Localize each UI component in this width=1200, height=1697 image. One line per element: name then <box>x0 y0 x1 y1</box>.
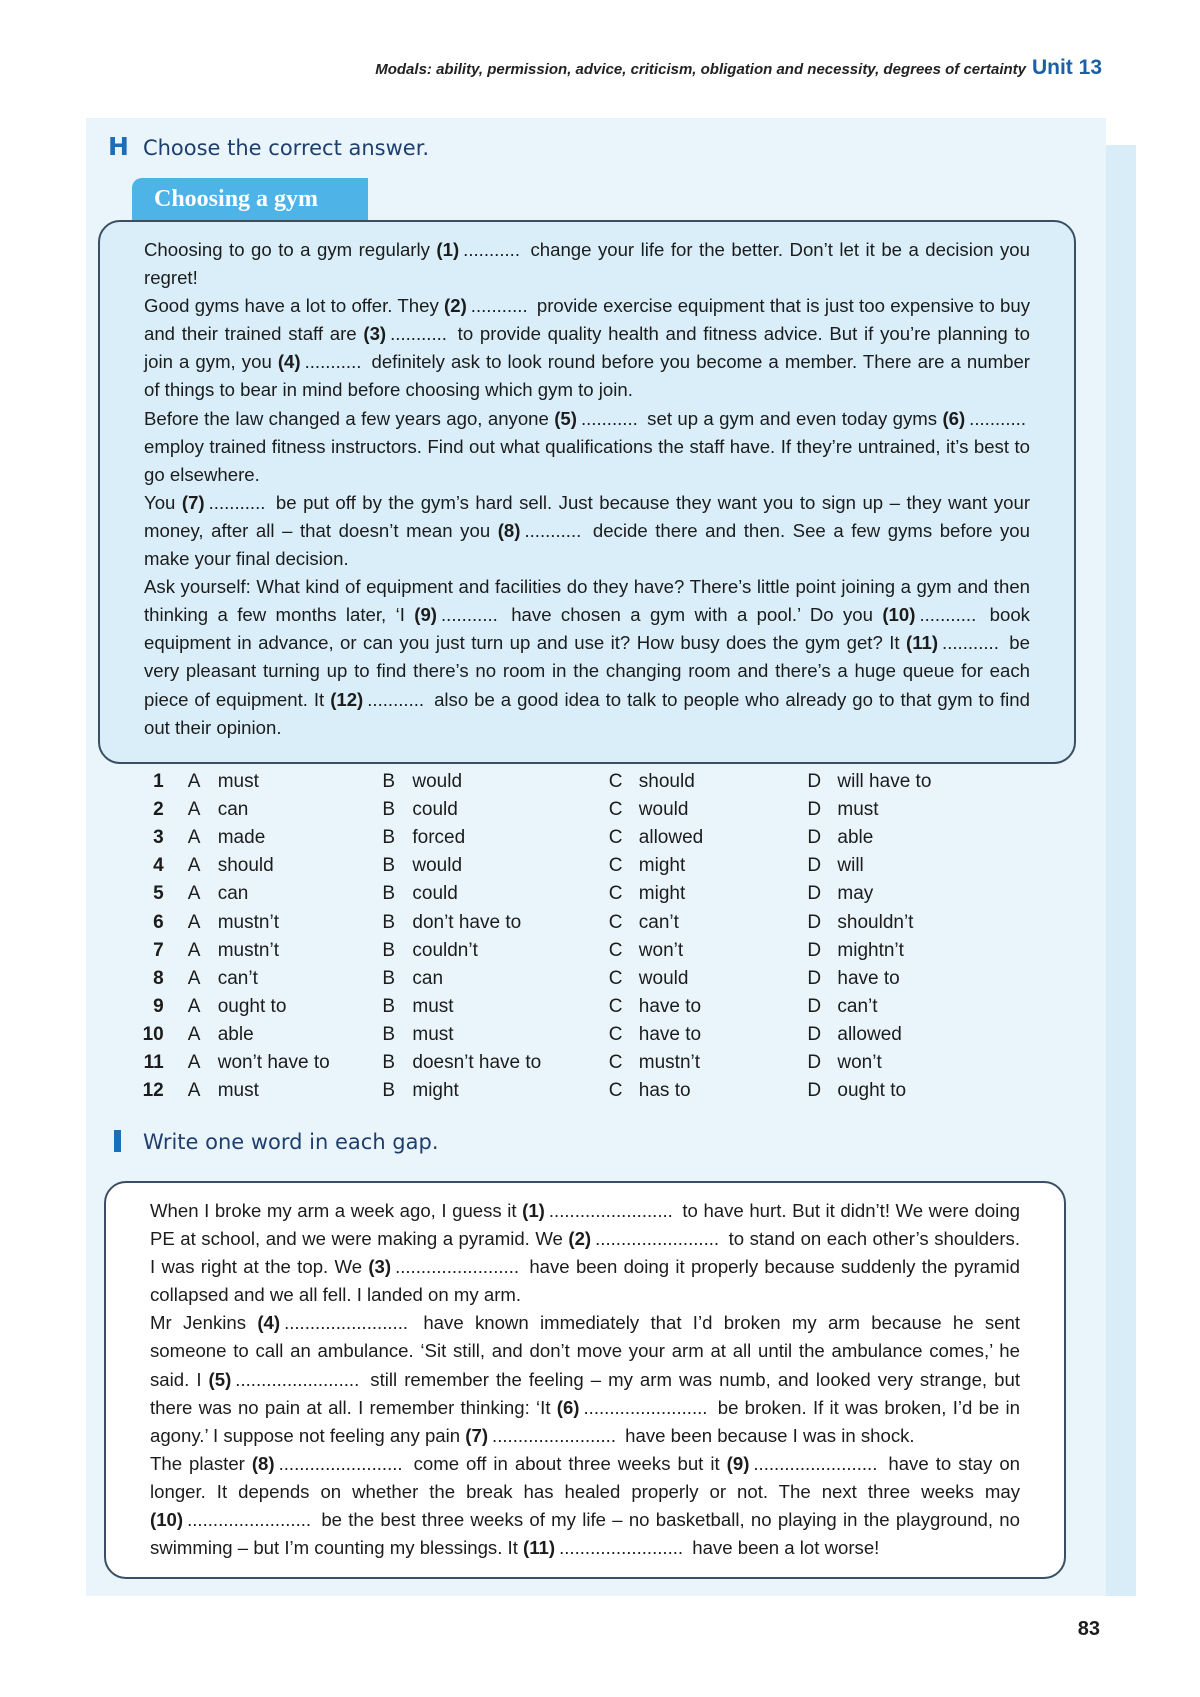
option-d[interactable] <box>807 968 1006 990</box>
option-b[interactable] <box>382 1024 608 1046</box>
option-number: 4 <box>153 855 164 877</box>
option-d[interactable] <box>807 771 1006 793</box>
text-run: still remember the feeling – my arm was numb, and looked very strange, but there was no pain at all. I remember thinking: ‘It <box>150 1368 1020 1418</box>
option-word: able <box>837 827 874 849</box>
option-number: 11 <box>143 1051 164 1073</box>
option-b[interactable] <box>382 771 608 793</box>
option-d[interactable] <box>807 883 1006 905</box>
gap-blank: ........... <box>441 604 498 626</box>
text-run: have been because I was in shock. <box>620 1424 915 1446</box>
option-letter: B <box>382 855 396 877</box>
gap-number: (6) <box>942 407 966 429</box>
option-b[interactable] <box>382 968 608 990</box>
text-run: Ask yourself: What kind of equipment and facilities do they have? There’s little point joining a gym and then thinking a few months later, ‘I <box>144 576 1030 626</box>
gap-blank: ........... <box>367 688 425 710</box>
header-topic: Modals: ability, permission, advice, criticism, obligation and necessity, degrees of certainty <box>375 61 1026 78</box>
option-letter: A <box>187 855 201 877</box>
paragraph <box>144 405 1030 489</box>
option-d[interactable] <box>807 799 1006 821</box>
text-run: book equipment in advance, or can you just turn up and use it? How busy does the gym get? It <box>144 604 1030 654</box>
gap-number: (3) <box>368 1256 392 1278</box>
option-word: could <box>412 799 458 821</box>
option-letter: D <box>807 771 822 793</box>
option-letter: A <box>187 911 201 933</box>
section-i-instruction: Write one word in each gap. <box>143 1130 439 1154</box>
option-a[interactable] <box>188 996 383 1018</box>
option-c[interactable] <box>609 968 808 990</box>
option-row <box>126 965 1006 993</box>
gap-blank: ........................ <box>753 1452 878 1474</box>
section-h-instruction: Choose the correct answer. <box>142 136 430 160</box>
gap-number: (11) <box>523 1537 556 1559</box>
option-letter: B <box>382 799 396 821</box>
option-d[interactable] <box>807 1080 1006 1102</box>
option-a[interactable] <box>188 1052 383 1074</box>
option-letter: D <box>807 1080 822 1102</box>
gap-number: (9) <box>414 604 437 626</box>
option-word: doesn’t have to <box>412 1051 542 1073</box>
option-row <box>126 796 1006 824</box>
text-run: have to stay on longer. It depends on whether the break has healed properly or not. The next three weeks may <box>150 1452 1020 1502</box>
option-c[interactable] <box>609 799 808 821</box>
gap-number: (2) <box>568 1228 592 1250</box>
option-word: couldn’t <box>412 939 478 961</box>
option-number: 9 <box>153 995 164 1017</box>
passage-tab-title: Choosing a gym <box>132 178 368 220</box>
option-word: have to <box>638 1023 702 1045</box>
text-run: to provide quality health and fitness advice. But if you’re planning to join a gym, you <box>144 323 1030 373</box>
option-word: shouldn’t <box>837 911 914 933</box>
option-word: might <box>638 855 686 877</box>
option-letter: C <box>608 1023 623 1045</box>
option-d[interactable] <box>807 996 1006 1018</box>
paragraph <box>144 236 1030 292</box>
option-c[interactable] <box>609 855 808 877</box>
option-word: don’t have to <box>412 911 522 933</box>
option-word: can <box>217 883 249 905</box>
option-word: made <box>217 827 266 849</box>
option-b[interactable] <box>382 855 608 877</box>
option-word: mustn’t <box>638 1051 701 1073</box>
option-b[interactable] <box>382 1080 608 1102</box>
option-c[interactable] <box>609 1052 808 1074</box>
text-run: have chosen a gym with a pool.’ Do you <box>501 604 883 626</box>
option-letter: B <box>382 883 396 905</box>
option-letter: B <box>382 827 396 849</box>
option-word: should <box>217 855 274 877</box>
option-letter: C <box>608 827 623 849</box>
option-word: allowed <box>837 1023 902 1045</box>
option-number: 10 <box>142 1023 164 1045</box>
option-letter: B <box>382 1051 396 1073</box>
option-letter: A <box>187 1023 201 1045</box>
passage-i-text <box>150 1197 1020 1562</box>
option-word: won’t have to <box>217 1051 330 1073</box>
option-word: must <box>412 995 454 1017</box>
option-d[interactable] <box>807 912 1006 934</box>
text-run: have known immediately that I’d broken my arm because he sent someone to call an ambulance. ‘Sit still, and don’t move your arm at all until the ambulance comes,’ he said. I <box>150 1312 1021 1390</box>
option-b[interactable] <box>382 883 608 905</box>
option-letter: B <box>382 1080 396 1102</box>
option-word: will <box>837 855 864 877</box>
paragraph <box>144 573 1030 742</box>
option-number: 7 <box>153 939 164 961</box>
gap-blank: ........... <box>304 351 362 373</box>
option-d[interactable] <box>807 855 1006 877</box>
gap-number: (4) <box>277 351 301 373</box>
gap-number: (2) <box>444 295 467 317</box>
option-word: should <box>638 771 695 793</box>
option-word: may <box>837 883 874 905</box>
option-letter: B <box>382 1023 396 1045</box>
text-run: definitely ask to look round before you become a member. There are a number of things to bear in mind before choosing which gym to join. <box>144 351 1030 401</box>
option-word: able <box>217 1023 254 1045</box>
option-word: ought to <box>837 1080 907 1102</box>
gap-number: (8) <box>497 519 521 541</box>
option-letter: C <box>608 1051 623 1073</box>
option-letter: D <box>807 939 822 961</box>
option-number: 12 <box>142 1080 164 1102</box>
option-letter: A <box>187 1080 201 1102</box>
option-word: can <box>217 799 249 821</box>
gap-blank: ........... <box>969 407 1026 429</box>
gap-blank: ........................ <box>583 1396 708 1418</box>
option-word: must <box>837 799 879 821</box>
gap-blank: ........... <box>463 239 520 260</box>
option-number: 6 <box>153 911 164 933</box>
option-word: have to <box>638 995 702 1017</box>
option-a[interactable] <box>188 1080 383 1102</box>
option-letter: D <box>807 911 822 933</box>
option-number: 3 <box>153 827 164 849</box>
option-letter: B <box>382 939 396 961</box>
paragraph <box>144 292 1030 404</box>
option-letter: D <box>807 855 822 877</box>
option-letter: A <box>187 967 201 989</box>
option-word: mustn’t <box>217 939 279 961</box>
passage-h-text <box>144 236 1030 742</box>
option-number: 1 <box>153 771 164 793</box>
text-run: to stand on each other’s shoulders. I was right at the top. We <box>150 1228 1020 1278</box>
text-run: employ trained fitness instructors. Find out what qualifications the staff have. If they’re untrained, it’s best to go elsewhere. <box>144 435 1030 485</box>
text-run: You <box>144 491 182 513</box>
option-letter: A <box>187 771 201 793</box>
gap-number: (3) <box>363 323 387 345</box>
text-run: be very pleasant turning up to find there’s no room in the changing room and there’s a huge queue for each piece of equipment. It <box>144 632 1030 710</box>
text-run: be broken. If it was broken, I’d be in agony.’ I suppose not feeling any pain <box>150 1396 1020 1446</box>
option-word: could <box>412 883 458 905</box>
option-a[interactable] <box>188 883 383 905</box>
option-a[interactable] <box>188 940 383 962</box>
option-letter: D <box>807 1023 822 1045</box>
option-letter: B <box>382 911 396 933</box>
option-c[interactable] <box>609 827 808 849</box>
option-letter: A <box>187 827 201 849</box>
gap-number: (10) <box>882 604 916 626</box>
gap-blank: ........................ <box>595 1228 720 1250</box>
option-word: can’t <box>638 911 679 933</box>
option-word: can’t <box>837 995 878 1017</box>
text-run: Before the law changed a few years ago, anyone <box>144 407 555 429</box>
text-run: also be a good idea to talk to people who already go to that gym to find out their opinion. <box>144 688 1030 738</box>
option-row <box>126 993 1006 1021</box>
option-word: would <box>638 967 689 989</box>
option-a[interactable] <box>188 771 383 793</box>
section-h-letter: H <box>108 132 129 161</box>
gap-number: (5) <box>208 1368 232 1390</box>
text-run: come off in about three weeks but it <box>406 1452 727 1474</box>
option-row <box>126 1077 1006 1105</box>
text-run: provide exercise equipment that is just too expensive to buy and their trained staff are <box>144 295 1030 345</box>
option-letter: C <box>608 883 623 905</box>
gap-blank: ........................ <box>492 1424 617 1446</box>
option-c[interactable] <box>609 771 808 793</box>
option-c[interactable] <box>609 1080 808 1102</box>
passage-box-h <box>98 220 1076 764</box>
option-word: must <box>217 771 259 793</box>
option-b[interactable] <box>382 996 608 1018</box>
section-i-title <box>114 1130 439 1154</box>
text-run: Good gyms have a lot to offer. They <box>144 295 445 317</box>
option-row <box>126 880 1006 908</box>
gap-number: (7) <box>465 1424 489 1446</box>
option-word: will have to <box>837 771 932 793</box>
text-run: decide there and then. See a few gyms before you make your final decision. <box>144 519 1030 570</box>
gap-number: (7) <box>181 491 205 513</box>
page-number: 83 <box>1077 1618 1100 1640</box>
option-letter: D <box>807 967 822 989</box>
option-word: would <box>638 799 689 821</box>
option-letter: C <box>608 995 623 1017</box>
text-run: have been doing it properly because suddenly the pyramid collapsed and we all fell. I landed on my arm. <box>150 1256 1020 1306</box>
option-letter: D <box>807 1051 822 1073</box>
option-a[interactable] <box>188 799 383 821</box>
gap-blank: ........................ <box>187 1509 312 1531</box>
gap-number: (4) <box>257 1312 281 1334</box>
option-word: can <box>412 967 444 989</box>
option-word: allowed <box>638 827 704 849</box>
gap-blank: ........... <box>580 407 638 429</box>
text-run: change your life for the better. Don’t let it be a decision you regret! <box>144 239 1030 289</box>
option-word: won’t <box>638 939 684 961</box>
gap-number: (1) <box>436 239 460 260</box>
gap-blank: ........................ <box>235 1368 360 1390</box>
gap-blank: ........................ <box>559 1537 684 1559</box>
gap-blank: ........... <box>942 632 999 654</box>
option-d[interactable] <box>807 827 1006 849</box>
option-letter: C <box>608 939 623 961</box>
section-i-marker <box>114 1130 121 1152</box>
option-word: forced <box>412 827 466 849</box>
text-run: When I broke my arm a week ago, I guess it <box>150 1200 523 1221</box>
option-letter: D <box>807 799 822 821</box>
option-word: mightn’t <box>837 939 904 961</box>
text-run: be put off by the gym’s hard sell. Just because they want you to sign up – they want your money, after all – that doesn’t mean you <box>144 491 1031 541</box>
option-word: would <box>412 771 463 793</box>
section-h-title <box>108 132 429 161</box>
option-word: might <box>412 1080 459 1102</box>
option-c[interactable] <box>609 1024 808 1046</box>
paragraph <box>150 1309 1020 1449</box>
option-b[interactable] <box>382 1052 608 1074</box>
option-row <box>126 768 1006 796</box>
option-letter: C <box>608 855 623 877</box>
option-letter: A <box>187 939 201 961</box>
text-run: Choosing to go to a gym regularly <box>144 239 437 260</box>
option-letter: C <box>608 799 623 821</box>
gap-blank: ........................ <box>395 1256 520 1278</box>
option-word: would <box>412 855 463 877</box>
gap-blank: ........... <box>470 295 528 317</box>
gap-blank: ........................ <box>278 1452 403 1474</box>
option-b[interactable] <box>382 912 608 934</box>
option-a[interactable] <box>188 855 383 877</box>
gap-number: (9) <box>726 1452 750 1474</box>
option-b[interactable] <box>382 827 608 849</box>
option-number: 8 <box>153 967 164 989</box>
gap-number: (8) <box>251 1452 275 1474</box>
passage-box-i <box>104 1181 1066 1579</box>
option-number: 2 <box>153 799 164 821</box>
option-letter: A <box>187 799 201 821</box>
option-d[interactable] <box>807 940 1006 962</box>
option-row <box>126 1049 1006 1077</box>
gap-blank: ........... <box>919 604 977 626</box>
option-letter: C <box>608 911 623 933</box>
text-run: have been a lot worse! <box>687 1537 880 1559</box>
gap-blank: ........................ <box>284 1312 409 1334</box>
option-letter: C <box>608 1080 623 1102</box>
option-word: won’t <box>837 1051 882 1073</box>
option-word: can’t <box>217 967 258 989</box>
gap-number: (12) <box>330 688 364 710</box>
option-word: must <box>412 1023 454 1045</box>
option-b[interactable] <box>382 799 608 821</box>
option-a[interactable] <box>188 912 383 934</box>
gap-blank: ........... <box>208 491 266 513</box>
option-c[interactable] <box>609 883 808 905</box>
text-run: be the best three weeks of my life – no basketball, no playing in the playground, no swimming – but I’m counting my blessings. It <box>150 1509 1020 1559</box>
gap-number: (6) <box>556 1396 580 1418</box>
text-run: set up a gym and even today gyms <box>641 407 943 429</box>
option-row <box>126 908 1006 936</box>
text-run: Mr Jenkins <box>150 1312 258 1334</box>
option-letter: C <box>608 967 623 989</box>
option-c[interactable] <box>609 996 808 1018</box>
text-run: to have hurt. But it didn’t! We were doing PE at school, and we were making a pyramid. We <box>150 1200 1020 1250</box>
option-number: 5 <box>153 883 164 905</box>
option-row <box>126 852 1006 880</box>
option-letter: D <box>807 883 822 905</box>
option-letter: B <box>382 771 396 793</box>
option-letter: B <box>382 995 396 1017</box>
option-word: has to <box>638 1080 691 1102</box>
option-row <box>126 1021 1006 1049</box>
page-edge-bar <box>1106 145 1136 1596</box>
header-unit: Unit 13 <box>1031 56 1102 79</box>
option-letter: C <box>608 771 623 793</box>
option-d[interactable] <box>807 1052 1006 1074</box>
option-d[interactable] <box>807 1024 1006 1046</box>
gap-number: (5) <box>554 407 577 429</box>
option-letter: A <box>187 883 201 905</box>
paragraph <box>150 1450 1020 1562</box>
option-letter: A <box>187 1051 201 1073</box>
option-b[interactable] <box>382 940 608 962</box>
option-letter: D <box>807 995 822 1017</box>
option-word: mustn’t <box>217 911 279 933</box>
text-run: The plaster <box>150 1452 252 1474</box>
answer-options-table <box>126 768 1006 1105</box>
gap-number: (11) <box>906 632 939 654</box>
option-a[interactable] <box>188 827 383 849</box>
gap-number: (10) <box>150 1509 184 1531</box>
gap-blank: ........... <box>390 323 447 345</box>
paragraph <box>150 1197 1020 1309</box>
gap-number: (1) <box>522 1200 545 1221</box>
option-a[interactable] <box>188 1024 383 1046</box>
page-header <box>375 56 1102 80</box>
option-a[interactable] <box>188 968 383 990</box>
option-c[interactable] <box>609 940 808 962</box>
option-letter: A <box>187 995 201 1017</box>
option-c[interactable] <box>609 912 808 934</box>
option-word: must <box>217 1080 259 1102</box>
paragraph <box>144 489 1030 573</box>
option-letter: D <box>807 827 822 849</box>
option-word: have to <box>837 967 900 989</box>
gap-blank: ........................ <box>548 1200 673 1221</box>
option-word: ought to <box>217 995 287 1017</box>
option-row <box>126 824 1006 852</box>
option-row <box>126 937 1006 965</box>
option-word: might <box>638 883 686 905</box>
gap-blank: ........... <box>524 519 582 541</box>
option-letter: B <box>382 967 396 989</box>
